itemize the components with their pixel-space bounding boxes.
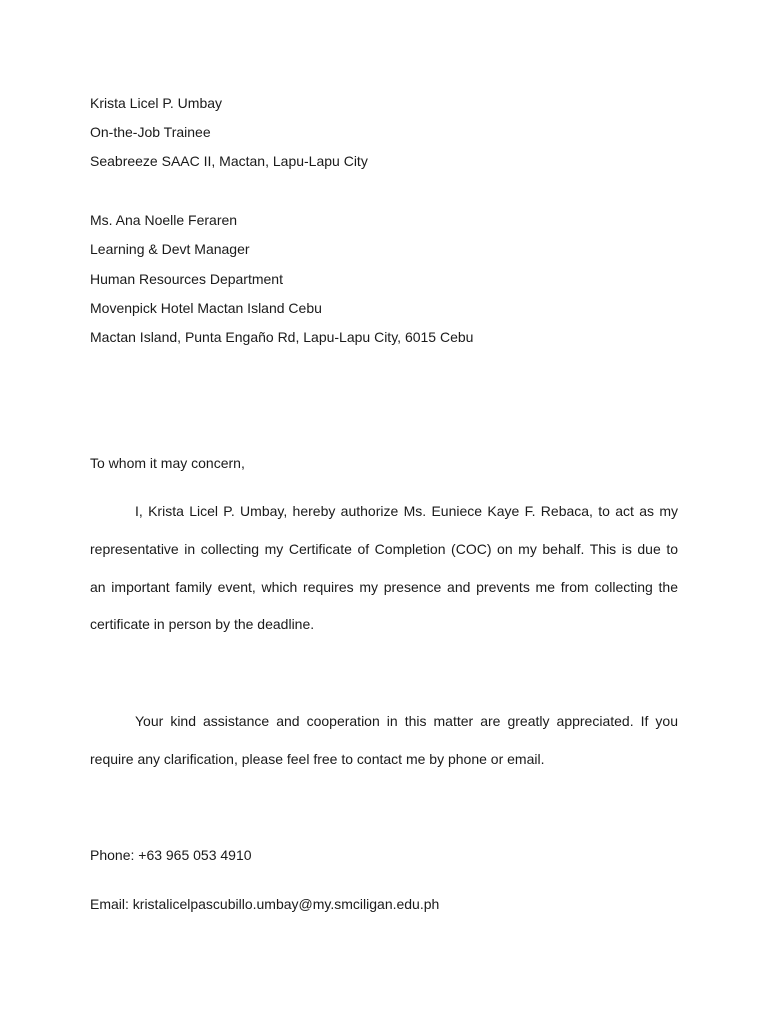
recipient-company: Movenpick Hotel Mactan Island Cebu [90, 300, 322, 316]
sender-title: On-the-Job Trainee [90, 124, 211, 140]
recipient-name: Ms. Ana Noelle Feraren [90, 212, 238, 228]
sender-address: Seabreeze SAAC II, Mactan, Lapu-Lapu City [90, 153, 368, 169]
paragraph1-line3: an important family event, which requires my presence and prevents me from collecting the [90, 579, 678, 595]
contact-email: Email: kristalicelpascubillo.umbay@my.smciligan.edu.ph [90, 896, 440, 912]
sender-name: Krista Licel P. Umbay [90, 95, 223, 111]
paragraph1-line1: I, Krista Licel P. Umbay, hereby authorize Ms. Euniece Kaye F. Rebaca, to act as my [135, 503, 678, 519]
contact-phone: Phone: +63 965 053 4910 [90, 847, 252, 863]
paragraph1-line4: certificate in person by the deadline. [90, 616, 315, 632]
salutation: To whom it may concern, [90, 455, 245, 471]
recipient-department: Human Resources Department [90, 271, 283, 287]
paragraph2-line1: Your kind assistance and cooperation in this matter are greatly appreciated. If you [135, 713, 678, 729]
recipient-address: Mactan Island, Punta Engaño Rd, Lapu-Lapu City, 6015 Cebu [90, 329, 474, 345]
paragraph1-line2: representative in collecting my Certificate of Completion (COC) on my behalf. This is due to [90, 541, 678, 557]
recipient-title: Learning & Devt Manager [90, 241, 250, 257]
paragraph2-line2: require any clarification, please feel free to contact me by phone or email. [90, 751, 545, 767]
